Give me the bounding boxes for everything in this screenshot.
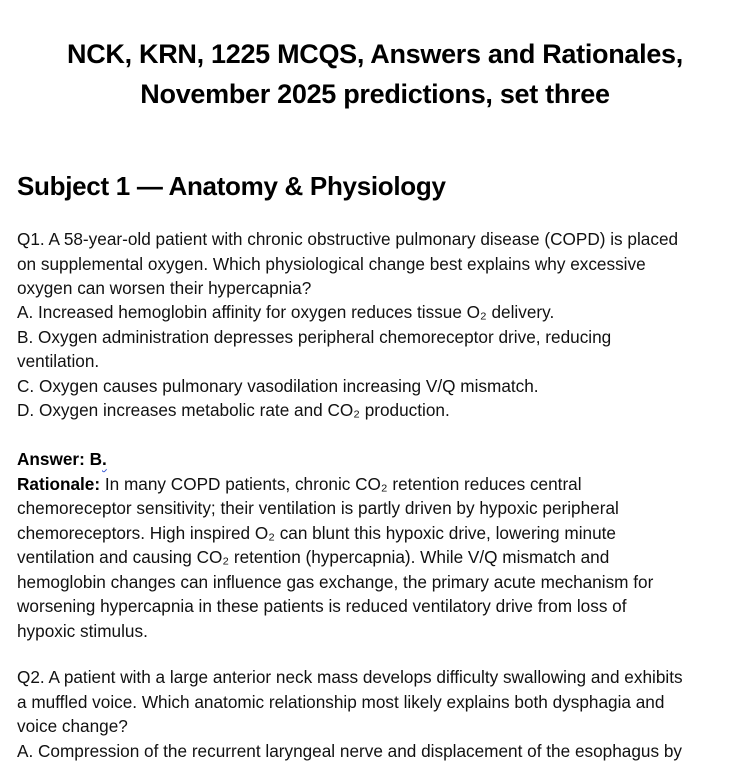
rationale-text: hemoglobin changes can influence gas exchange, the primary acute mechanism for bbox=[17, 570, 742, 595]
question-2-stem bbox=[17, 665, 742, 763]
question-1-options bbox=[17, 300, 742, 423]
stem-line: on supplemental oxygen. Which physiological change best explains why excessive bbox=[17, 252, 742, 277]
stem-line: Q1. A 58-year-old patient with chronic obstructive pulmonary disease (COPD) is placed bbox=[17, 227, 742, 252]
title-line: November 2025 predictions, set three bbox=[0, 74, 750, 114]
answer-line bbox=[17, 447, 742, 472]
option-a: A. Compression of the recurrent laryngeal nerve and displacement of the esophagus by bbox=[17, 739, 742, 763]
document-title bbox=[0, 34, 750, 114]
rationale-text: chemoreceptor sensitivity; their ventilation is partly driven by hypoxic peripheral bbox=[17, 496, 742, 521]
stem-line: voice change? bbox=[17, 714, 742, 739]
title-line: NCK, KRN, 1225 MCQS, Answers and Rationales, bbox=[0, 34, 750, 74]
rationale-text: In many COPD patients, chronic CO₂ retention reduces central bbox=[100, 474, 581, 494]
question-1-answer-block bbox=[17, 447, 742, 643]
spellcheck-mark[interactable]: . bbox=[102, 449, 107, 469]
question-1-stem bbox=[17, 227, 742, 301]
rationale-text: worsening hypercapnia in these patients is reduced ventilatory drive from loss of bbox=[17, 594, 742, 619]
answer-label: Answer: B bbox=[17, 449, 102, 469]
subject-heading: Subject 1 — Anatomy & Physiology bbox=[17, 168, 446, 204]
rationale-line bbox=[17, 472, 742, 497]
rationale-text: chemoreceptors. High inspired O₂ can blunt this hypoxic drive, lowering minute bbox=[17, 521, 742, 546]
rationale-text: ventilation and causing CO₂ retention (hypercapnia). While V/Q mismatch and bbox=[17, 545, 742, 570]
stem-line: oxygen can worsen their hypercapnia? bbox=[17, 276, 742, 301]
option-d: D. Oxygen increases metabolic rate and CO₂ production. bbox=[17, 398, 742, 423]
option-b: B. Oxygen administration depresses peripheral chemoreceptor drive, reducing bbox=[17, 325, 742, 350]
stem-line: Q2. A patient with a large anterior neck mass develops difficulty swallowing and exhibits bbox=[17, 665, 742, 690]
rationale-text: hypoxic stimulus. bbox=[17, 619, 742, 644]
stem-line: a muffled voice. Which anatomic relationship most likely explains both dysphagia and bbox=[17, 690, 742, 715]
rationale-label: Rationale: bbox=[17, 474, 100, 494]
option-b-cont: ventilation. bbox=[17, 349, 742, 374]
option-c: C. Oxygen causes pulmonary vasodilation increasing V/Q mismatch. bbox=[17, 374, 742, 399]
option-a: A. Increased hemoglobin affinity for oxygen reduces tissue O₂ delivery. bbox=[17, 300, 742, 325]
